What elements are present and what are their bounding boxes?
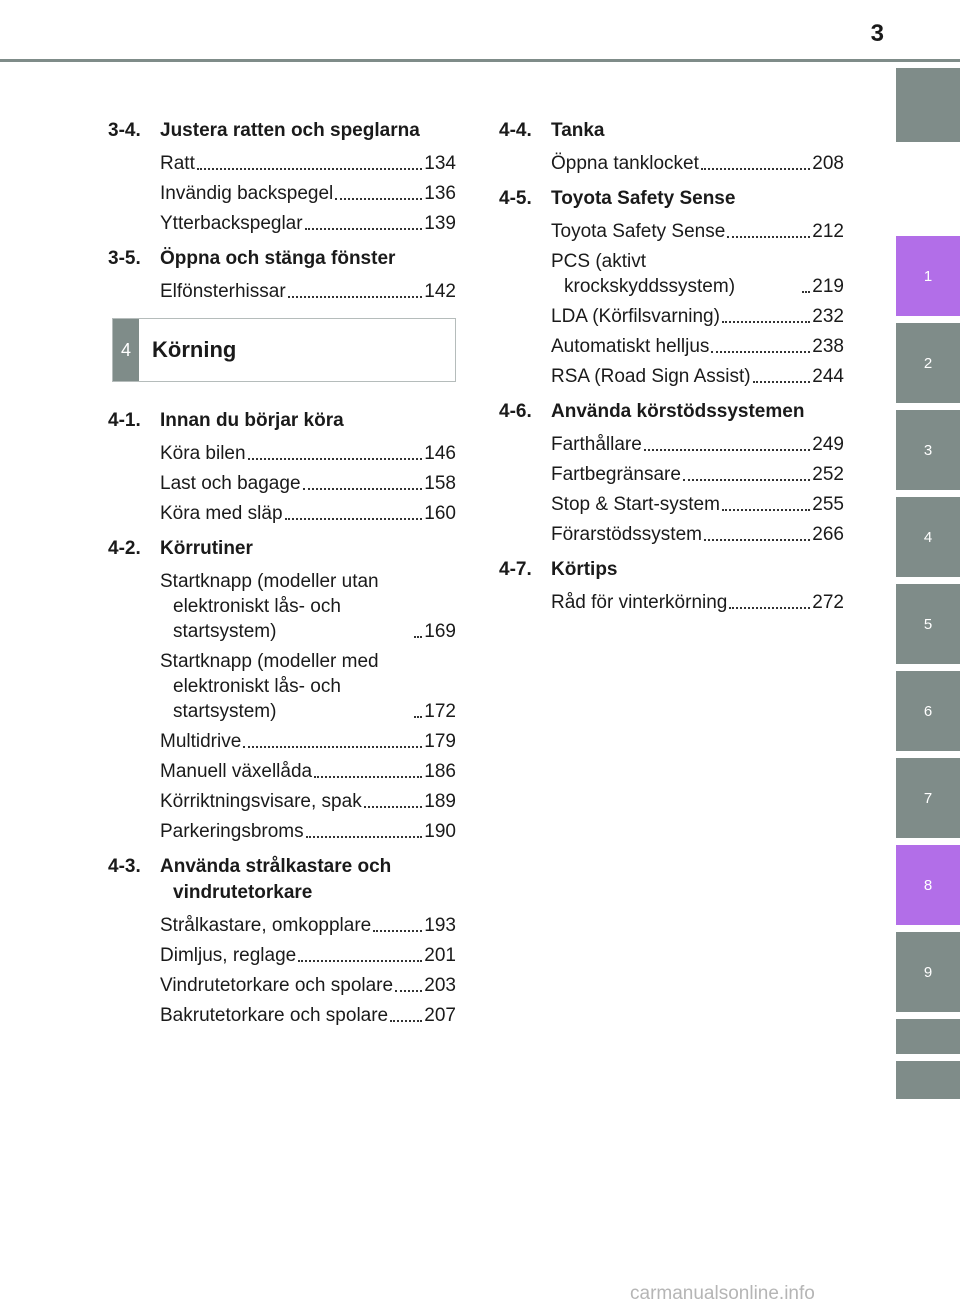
entry-label: Förarstödssystem (551, 523, 702, 545)
watermark: carmanualsonline.info (630, 1283, 815, 1304)
toc-entry[interactable] (108, 756, 456, 786)
toc-entry[interactable] (499, 489, 844, 519)
section-title: Justera ratten och speglarna (160, 120, 420, 141)
chapter-tab-2[interactable]: 2 (896, 323, 960, 403)
entry-page: 272 (812, 591, 844, 613)
toc-section (108, 402, 456, 528)
entry-page: 238 (812, 335, 844, 357)
entry-label: Multidrive (160, 730, 242, 752)
section-title: Körrutiner (160, 538, 253, 559)
dot-leader (722, 508, 810, 511)
entry-page: 266 (812, 523, 844, 545)
entry-page: 255 (812, 493, 844, 515)
dot-leader (802, 290, 810, 293)
section-heading[interactable] (108, 240, 456, 276)
dot-leader (248, 457, 423, 460)
entry-label: Köra bilen (160, 442, 246, 464)
section-number: 4-3. (108, 856, 141, 877)
chapter-tab-7[interactable]: 7 (896, 758, 960, 838)
dot-leader (701, 167, 810, 170)
dot-leader (395, 989, 422, 992)
section-title: Körtips (551, 559, 618, 580)
dot-leader (711, 350, 810, 353)
chapter-title: Körning (152, 337, 237, 362)
entry-page: 232 (812, 305, 844, 327)
dot-leader (373, 929, 422, 932)
entry-page: 158 (424, 472, 456, 494)
page-number: 3 (870, 20, 884, 47)
toc-section (499, 393, 844, 549)
entry-label: Körriktningsvisare, spak (160, 790, 362, 812)
entry-label: Invändig backspegel (160, 182, 334, 204)
section-heading[interactable] (499, 551, 844, 587)
entry-page: 186 (424, 760, 456, 782)
dot-leader (729, 606, 810, 609)
chapter-tab-9[interactable]: 9 (896, 932, 960, 1012)
toc-section (499, 180, 844, 391)
entry-label: LDA (Körfilsvarning) (551, 305, 720, 327)
entry-page: 169 (424, 620, 456, 642)
dot-leader (414, 635, 422, 638)
toc-entry[interactable] (108, 816, 456, 846)
entry-page: 252 (812, 463, 844, 485)
dot-leader (364, 805, 423, 808)
entry-label: Toyota Safety Sense (551, 220, 726, 242)
entry-label: Parkeringsbroms (160, 820, 304, 842)
chapter-tab-5[interactable]: 5 (896, 584, 960, 664)
entry-label: Farthållare (551, 433, 642, 455)
entry-page: 134 (424, 152, 456, 174)
toc-section (499, 551, 844, 617)
chapter-tab-blank[interactable] (896, 1019, 960, 1054)
section-number: 4-4. (499, 120, 532, 141)
chapter-tab-3[interactable]: 3 (896, 410, 960, 490)
entry-label: Fartbegränsare (551, 463, 681, 485)
section-heading[interactable] (108, 848, 456, 910)
section-number: 4-5. (499, 188, 532, 209)
entry-label: Automatiskt helljus (551, 335, 710, 357)
entry-page: 172 (424, 700, 456, 722)
dot-leader (390, 1019, 422, 1022)
chapter-tab-6[interactable]: 6 (896, 671, 960, 751)
chapter-number-badge: 4 (113, 319, 139, 381)
toc-entry[interactable] (108, 438, 456, 468)
entry-page: 142 (424, 280, 456, 302)
toc-entry[interactable] (499, 246, 844, 301)
toc-entry[interactable] (108, 646, 456, 726)
chapter-tab-1[interactable]: 1 (896, 236, 960, 316)
entry-label: Öppna tanklocket (551, 152, 699, 174)
entry-page: 190 (424, 820, 456, 842)
section-heading[interactable] (108, 402, 456, 438)
dot-leader (314, 775, 422, 778)
entry-label: RSA (Road Sign Assist) (551, 365, 751, 387)
toc-entry[interactable] (499, 148, 844, 178)
section-number: 3-5. (108, 248, 141, 269)
toc-entry[interactable] (108, 148, 456, 178)
toc-entry[interactable] (108, 208, 456, 238)
toc-entry[interactable] (108, 498, 456, 528)
toc-entry[interactable] (108, 970, 456, 1000)
toc-entry[interactable] (499, 587, 844, 617)
dot-leader (683, 478, 810, 481)
entry-label: Last och bagage (160, 472, 301, 494)
section-title: Toyota Safety Sense (551, 188, 736, 209)
toc-entry[interactable] (499, 301, 844, 331)
toc-entry[interactable] (108, 566, 456, 646)
dot-leader (243, 745, 422, 748)
section-title: Innan du börjar köra (160, 410, 344, 431)
entry-page: 208 (812, 152, 844, 174)
dot-leader (285, 517, 423, 520)
toc-left-column (108, 112, 456, 1032)
toc-entry[interactable] (108, 276, 456, 306)
toc-entry[interactable] (108, 786, 456, 816)
entry-label: Startknapp (modeller utan elektroniskt lås- och startsystem) (160, 570, 379, 642)
section-title: Använda strålkastare och vindrutetorkare (160, 856, 392, 903)
entry-page: 189 (424, 790, 456, 812)
entry-page: 207 (424, 1004, 456, 1026)
section-number: 4-7. (499, 559, 532, 580)
toc-section (108, 530, 456, 846)
section-title: Öppna och stänga fönster (160, 248, 396, 269)
toc-section (108, 112, 456, 238)
entry-label: Elfönsterhissar (160, 280, 286, 302)
chapter-tab-8[interactable]: 8 (896, 845, 960, 925)
dot-leader (298, 959, 422, 962)
entry-label: Startknapp (modeller med elektroniskt lås- och startsystem) (160, 650, 379, 722)
chapter-header[interactable] (112, 318, 456, 382)
entry-page: 136 (424, 182, 456, 204)
section-heading[interactable] (108, 530, 456, 566)
entry-page: 193 (424, 914, 456, 936)
dot-leader (303, 487, 423, 490)
toc-entry[interactable] (108, 1000, 456, 1030)
toc-section (108, 848, 456, 1030)
entry-page: 219 (812, 275, 844, 297)
dot-leader (727, 235, 810, 238)
entry-label: Strålkastare, omkopplare (160, 914, 372, 936)
entry-page: 249 (812, 433, 844, 455)
dot-leader (305, 227, 423, 230)
entry-page: 244 (812, 365, 844, 387)
dot-leader (197, 167, 422, 170)
toc-entry[interactable] (108, 910, 456, 940)
section-title: Använda körstödssystemen (551, 401, 805, 422)
toc-entry[interactable] (108, 468, 456, 498)
entry-label: Dimljus, reglage (160, 944, 297, 966)
entry-page: 201 (424, 944, 456, 966)
dot-leader (753, 380, 811, 383)
toc-entry[interactable] (499, 459, 844, 489)
dot-leader (644, 448, 810, 451)
entry-label: PCS (aktivt krockskyddssystem) (551, 250, 736, 297)
section-number: 4-6. (499, 401, 532, 422)
header-rule (0, 59, 960, 62)
chapter-tab-blank[interactable] (896, 1061, 960, 1099)
dot-leader (722, 320, 810, 323)
section-heading[interactable] (108, 112, 456, 148)
entry-page: 203 (424, 974, 456, 996)
entry-label: Manuell växellåda (160, 760, 313, 782)
entry-page: 146 (424, 442, 456, 464)
section-number: 4-2. (108, 538, 141, 559)
dot-leader (414, 715, 422, 718)
entry-label: Bakrutetorkare och spolare (160, 1004, 389, 1026)
entry-page: 179 (424, 730, 456, 752)
dot-leader (704, 538, 810, 541)
toc-entry[interactable] (108, 726, 456, 756)
entry-label: Stop & Start-system (551, 493, 720, 515)
entry-label: Ytterbackspeglar (160, 212, 303, 234)
dot-leader (335, 197, 422, 200)
dot-leader (288, 295, 423, 298)
chapter-tab-blank[interactable] (896, 68, 960, 142)
section-heading[interactable] (499, 112, 844, 148)
entry-label: Råd för vinterkörning (551, 591, 728, 613)
entry-label: Ratt (160, 152, 195, 174)
toc-entry[interactable] (499, 519, 844, 549)
entry-label: Köra med släp (160, 502, 283, 524)
toc-section (108, 240, 456, 306)
toc-section (499, 112, 844, 178)
toc-entry[interactable] (499, 216, 844, 246)
toc-entry[interactable] (108, 178, 456, 208)
chapter-tab-4[interactable]: 4 (896, 497, 960, 577)
entry-page: 139 (424, 212, 456, 234)
toc-entry[interactable] (499, 331, 844, 361)
section-number: 3-4. (108, 120, 141, 141)
dot-leader (306, 835, 423, 838)
section-title: Tanka (551, 120, 605, 141)
entry-page: 212 (812, 220, 844, 242)
entry-label: Vindrutetorkare och spolare (160, 974, 394, 996)
entry-page: 160 (424, 502, 456, 524)
toc-entry[interactable] (108, 940, 456, 970)
section-heading[interactable] (499, 393, 844, 429)
section-heading[interactable] (499, 180, 844, 216)
section-number: 4-1. (108, 410, 141, 431)
toc-entry[interactable] (499, 361, 844, 391)
toc-entry[interactable] (499, 429, 844, 459)
toc-right-column (499, 112, 844, 619)
